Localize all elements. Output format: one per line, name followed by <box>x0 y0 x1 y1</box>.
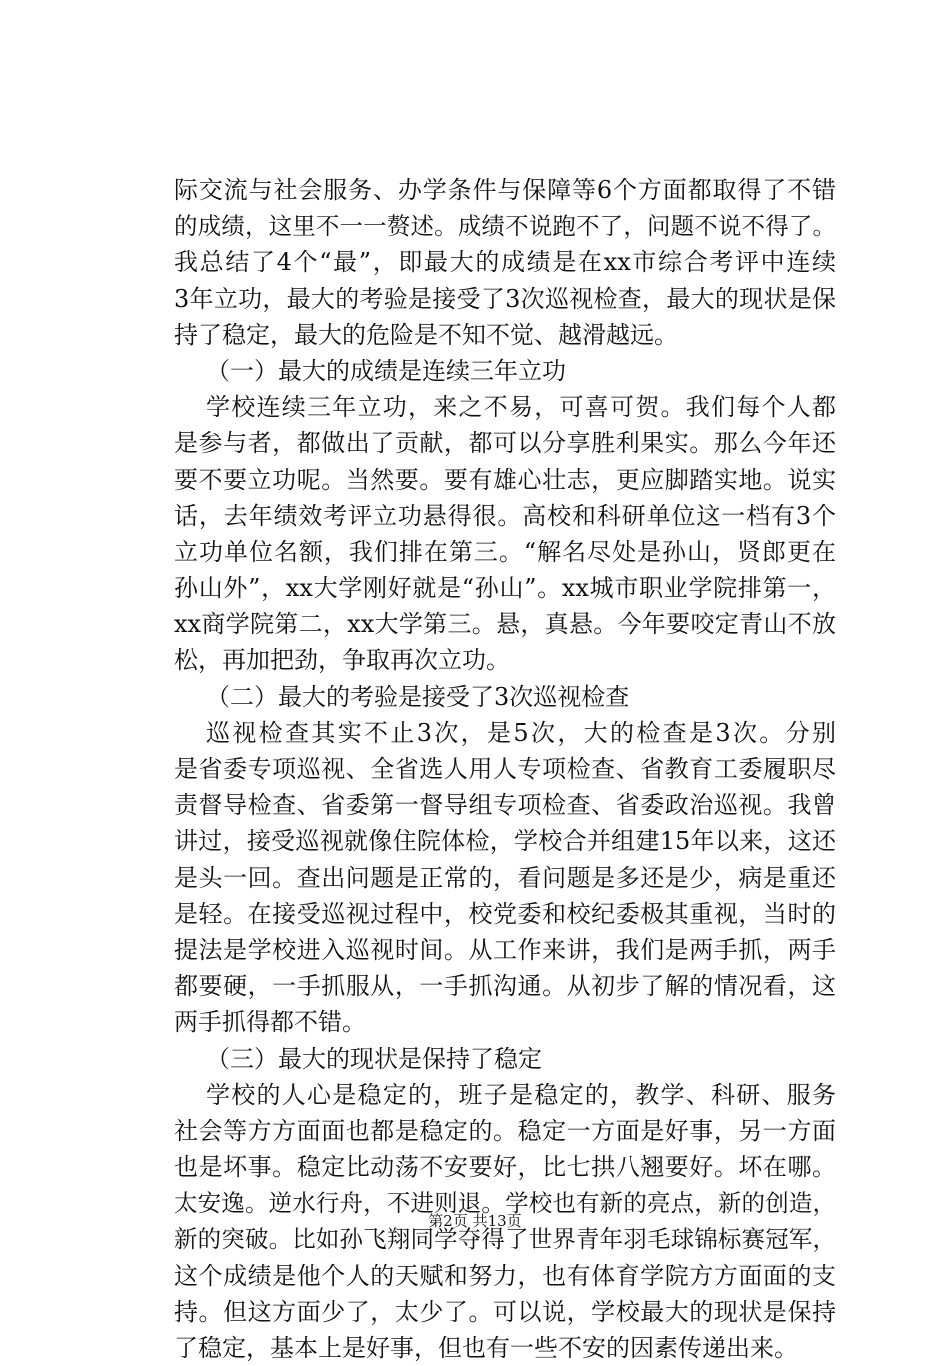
text-line: 这个成绩是他个人的天赋和努力，也有体育学院方方面面的支 <box>174 1261 836 1290</box>
text-line: 新的突破。比如孙飞翔同学夺得了世界青年羽毛球锦标赛冠军， <box>174 1225 836 1254</box>
text-line: 巡视检查其实不止3次，是5次，大的检查是3次。分别 <box>206 718 836 747</box>
text-line: 都要硬，一手抓服从，一手抓沟通。从初步了解的情况看，这 <box>174 972 836 1001</box>
text-line: 社会等方方面面也都是稳定的。稳定一方面是好事，另一方面 <box>174 1116 836 1145</box>
text-line: 话，去年绩效考评立功悬得很。高校和科研单位这一档有3个 <box>174 501 836 530</box>
section-heading: （三）最大的现状是保持了稳定 <box>206 1044 542 1073</box>
text-line: 松，再加把劲，争取再次立功。 <box>174 646 510 675</box>
body-text <box>174 172 836 1366</box>
section-heading: （二）最大的考验是接受了3次巡视检查 <box>206 682 630 711</box>
page-footer: 第2页 共13页 <box>428 1212 522 1230</box>
text-line: 是头一回。查出问题是正常的，看问题是多还是少，病是重还 <box>174 863 836 892</box>
text-line: 讲过，接受巡视就像住院体检，学校合并组建15年以来，这还 <box>174 827 836 856</box>
text-line: 责督导检查、省委第一督导组专项检查、省委政治巡视。我曾 <box>174 791 836 820</box>
text-line: 是参与者，都做出了贡献，都可以分享胜利果实。那么今年还 <box>174 429 836 458</box>
text-line: 持了稳定，最大的危险是不知不觉、越滑越远。 <box>174 320 678 349</box>
text-line: xx商学院第二，xx大学第三。悬，真悬。今年要咬定青山不放 <box>174 610 836 639</box>
text-line: 要不要立功呢。当然要。要有雄心壮志，更应脚踏实地。说实 <box>174 465 836 494</box>
text-line: 了稳定，基本上是好事，但也有一些不安的因素传递出来。 <box>174 1334 798 1362</box>
text-line: 持。但这方面少了，太少了。可以说，学校最大的现状是保持 <box>174 1297 836 1326</box>
text-line: 提法是学校进入巡视时间。从工作来讲，我们是两手抓，两手 <box>174 935 836 964</box>
text-line: 孙山外”，xx大学刚好就是“孙山”。xx城市职业学院排第一， <box>174 574 836 603</box>
text-line: 的成绩，这里不一一赘述。成绩不说跑不了，问题不说不得了。 <box>174 212 836 241</box>
text-line: 两手抓得都不错。 <box>174 1008 366 1037</box>
text-line: 立功单位名额，我们排在第三。“解名尽处是孙山，贤郎更在 <box>174 537 836 566</box>
text-line: 我总结了4个“最”，即最大的成绩是在xx市综合考评中连续 <box>174 248 836 277</box>
text-line: 是轻。在接受巡视过程中，校党委和校纪委极其重视，当时的 <box>174 899 836 928</box>
text-line: 也是坏事。稳定比动荡不安要好，比七拱八翘要好。坏在哪。 <box>174 1153 836 1182</box>
text-line: 是省委专项巡视、全省选人用人专项检查、省教育工委履职尽 <box>174 755 836 783</box>
text-line: 太安逸。逆水行舟，不进则退。学校也有新的亮点，新的创造， <box>174 1189 836 1218</box>
section-heading: （一）最大的成绩是连续三年立功 <box>206 356 566 385</box>
text-line: 3年立功，最大的考验是接受了3次巡视检查，最大的现状是保 <box>174 284 836 313</box>
text-line: 学校连续三年立功，来之不易，可喜可贺。我们每个人都 <box>206 393 836 422</box>
text-line: 际交流与社会服务、办学条件与保障等6个方面都取得了不错 <box>174 176 836 204</box>
text-line: 学校的人心是稳定的，班子是稳定的，教学、科研、服务 <box>206 1080 836 1109</box>
